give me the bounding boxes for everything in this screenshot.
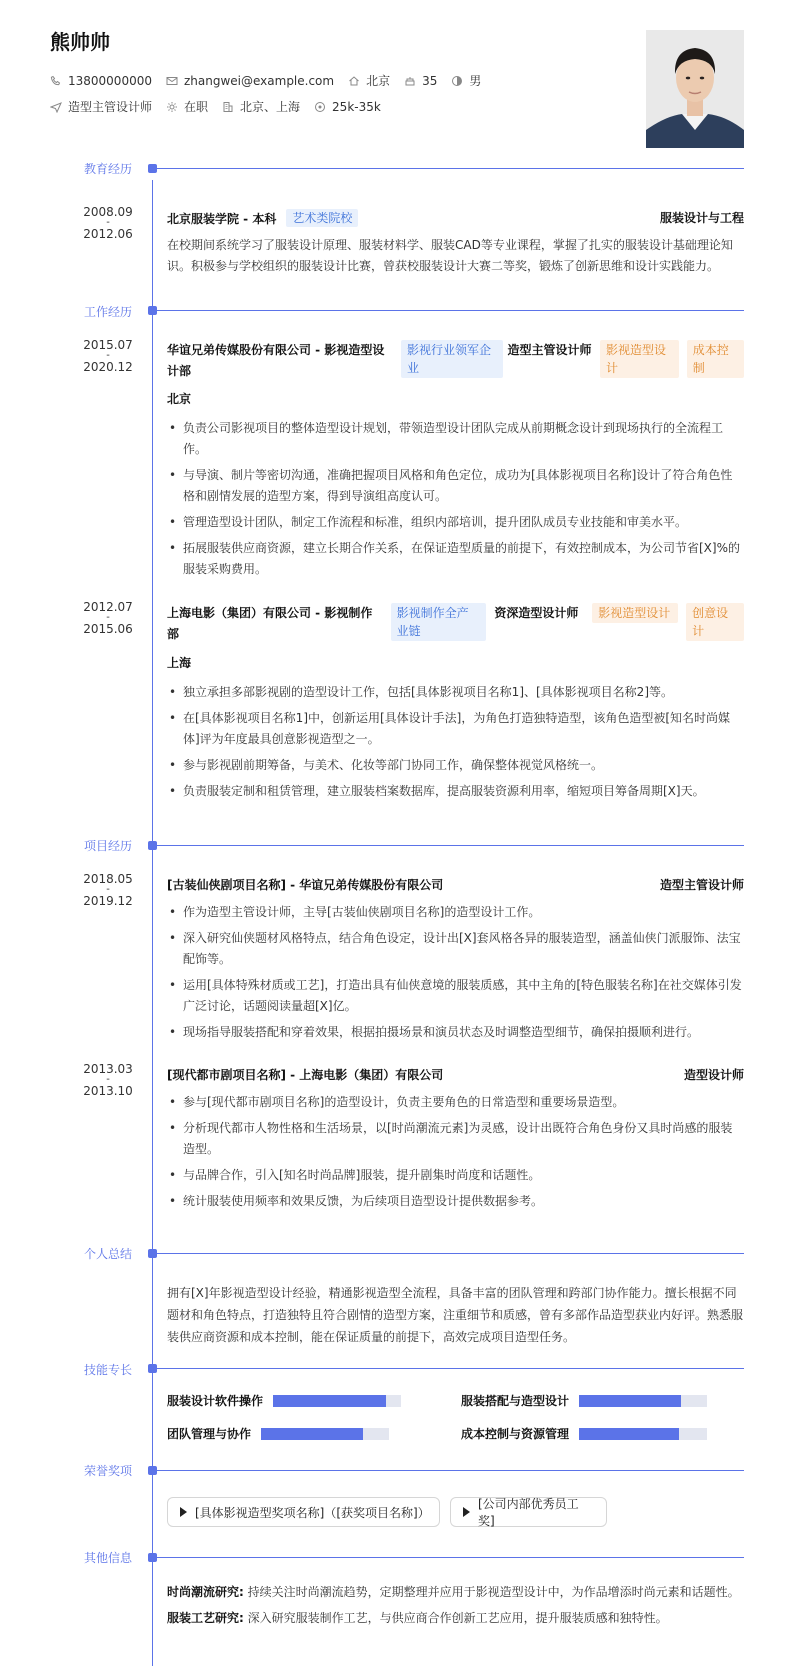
target-city-text: 北京、上海	[240, 100, 301, 114]
section-work-title: 工作经历	[84, 305, 133, 319]
section-dot	[148, 1466, 157, 1475]
other-label: 时尚潮流研究:	[167, 1585, 244, 1599]
gear-icon	[166, 101, 178, 113]
other-label: 服装工艺研究:	[167, 1611, 244, 1625]
skill-bar-fill	[273, 1395, 386, 1407]
job-role: 造型主管设计师	[507, 343, 592, 357]
list-item: • 与品牌合作，引入[知名时尚品牌]服装，提升剧集时尚度和话题性。	[167, 1165, 744, 1186]
list-item: • 参与[现代都市剧项目名称]的造型设计，负责主要角色的日常造型和重要场景造型。	[167, 1092, 744, 1113]
education-desc: 在校期间系统学习了服装设计原理、服装材料学、服装CAD等专业课程，掌握了扎实的服装设计基础理论知识。积极参与学校组织的服装设计比赛，曾获校服装设计大赛二等奖，锻炼了创新思维和设计实践能力。	[167, 238, 733, 273]
skill-item	[461, 1425, 707, 1442]
company-tag: 影视制作全产业链	[391, 603, 487, 641]
skill-bar-fill	[261, 1428, 363, 1440]
send-icon	[50, 101, 62, 113]
job-role: 资深造型设计师	[494, 606, 579, 620]
age-icon	[404, 75, 416, 87]
skill-bar	[261, 1428, 389, 1440]
award-item	[450, 1497, 607, 1527]
other-text: 持续关注时尚潮流趋势，定期整理并应用于影视造型设计中，为作品增添时尚元素和话题性。	[247, 1585, 740, 1599]
project-title: [古装仙侠剧项目名称] - 华谊兄弟传媒股份有限公司	[167, 878, 444, 892]
date-end: 2012.06	[83, 227, 133, 241]
education-date: 2008.09 - 2012.06	[83, 205, 133, 241]
work-city: 上海	[167, 656, 192, 670]
section-divider	[157, 310, 744, 311]
section-divider	[157, 1470, 744, 1471]
list-item: • 负责公司影视项目的整体造型设计规划，带领造型设计团队完成从前期概念设计到现场执行的全流程工作。	[167, 418, 744, 460]
other-text: 深入研究服装制作工艺，与供应商合作创新工艺应用，提升服装质感和独特性。	[247, 1611, 668, 1625]
section-divider	[157, 845, 744, 846]
salary-icon	[314, 101, 326, 113]
list-item: • 与导演、制片等密切沟通，准确把握项目风格和角色定位，成功为[具体影视项目名称]设计了符合角色性格和剧情发展的造型方案，得到导演组高度认可。	[167, 465, 744, 507]
date-start: 2012.07	[83, 600, 133, 614]
section-education-title: 教育经历	[84, 162, 133, 176]
contact-row	[50, 72, 495, 89]
section-other-title: 其他信息	[84, 1551, 133, 1565]
gender-icon	[451, 75, 463, 87]
work-head	[167, 340, 744, 382]
skill-name: 服装设计软件操作	[167, 1394, 264, 1408]
work-bullets	[167, 682, 744, 807]
skill-name: 成本控制与资源管理	[461, 1427, 570, 1441]
section-dot	[148, 841, 157, 850]
work-city: 北京	[167, 392, 192, 406]
project-head	[167, 876, 744, 893]
skill-item	[167, 1392, 401, 1409]
date-start: 2008.09	[83, 205, 133, 219]
company-name: 上海电影（集团）有限公司 - 影视制作部	[167, 606, 373, 641]
skill-name: 团队管理与协作	[167, 1427, 252, 1441]
date-end: 2019.12	[83, 894, 133, 908]
list-item: • 管理造型设计团队，制定工作流程和标准，组织内部培训，提升团队成员专业技能和审美水平。	[167, 512, 744, 533]
date-end: 2015.06	[83, 622, 133, 636]
section-summary-title: 个人总结	[84, 1247, 133, 1261]
age-text: 35	[422, 73, 438, 88]
play-icon	[180, 1507, 187, 1517]
date-end: 2020.12	[83, 360, 133, 374]
section-dot	[148, 1364, 157, 1373]
project-date: 2018.05 - 2019.12	[83, 872, 133, 908]
list-item: • 深入研究仙侠题材风格特点，结合角色设定，设计出[X]套风格各异的服装造型，涵盖仙侠门派服饰、法宝配饰等。	[167, 928, 744, 970]
skill-bar-fill	[579, 1428, 679, 1440]
company-tag: 影视行业领军企业	[401, 340, 503, 378]
list-item: • 分析现代都市人物性格和生活场景，以[时尚潮流元素]为灵感，设计出既符合角色身份又具时尚感的服装造型。	[167, 1118, 744, 1160]
summary-text: 拥有[X]年影视造型设计经验，精通影视造型全流程，具备丰富的团队管理和跨部门协作能力。擅长根据不同题材和角色特点，打造独特且符合剧情的造型方案，注重细节和质感，曾有多部作品造型获业内好评。熟悉服装供应商资源和成本控制，能在保证质量的前提下，高效完成项目造型任务。	[167, 1286, 744, 1344]
section-divider	[157, 168, 744, 169]
skill-name: 服装搭配与造型设计	[461, 1394, 570, 1408]
project-date: 2013.03 - 2013.10	[83, 1062, 133, 1098]
section-skills-title: 技能专长	[84, 1363, 133, 1377]
building-icon	[222, 101, 234, 113]
skill-bar-fill	[579, 1395, 681, 1407]
list-item: • 参与影视剧前期筹备，与美术、化妆等部门协同工作，确保整体视觉风格统一。	[167, 755, 744, 776]
mail-icon	[166, 75, 178, 87]
list-item: • 统计服装使用频率和效果反馈，为后续项目造型设计提供数据参考。	[167, 1191, 744, 1212]
section-dot	[148, 1249, 157, 1258]
award-name: [公司内部优秀员工奖]	[478, 1497, 579, 1528]
city-text: 北京	[366, 74, 391, 88]
work-date: 2015.07 - 2020.12	[83, 338, 133, 374]
date-start: 2015.07	[83, 338, 133, 352]
award-item	[167, 1497, 440, 1527]
project-head	[167, 1066, 744, 1083]
section-project-title: 项目经历	[84, 839, 133, 853]
school-name: 北京服装学院 - 本科	[167, 211, 277, 226]
home-icon	[348, 75, 360, 87]
skill-item	[167, 1425, 389, 1442]
skill-tag: 影视造型设计	[592, 603, 678, 623]
section-divider	[157, 1253, 744, 1254]
company-name: 华谊兄弟传媒股份有限公司 - 影视造型设计部	[167, 343, 385, 378]
major-name: 服装设计与工程	[659, 211, 744, 225]
date-end: 2013.10	[83, 1084, 133, 1098]
project-role: 造型设计师	[683, 1068, 744, 1082]
gender-text: 男	[469, 74, 482, 88]
list-item: • 在[具体影视项目名称1]中，创新运用[具体设计手法]，为角色打造独特造型，该角色造型被[知名时尚媒体]评为年度最具创意影视造型之一。	[167, 708, 744, 750]
status-text: 在职	[184, 100, 209, 114]
section-divider	[157, 1368, 744, 1369]
award-name: [具体影视造型奖项名称]（[获奖项目名称]）	[195, 1505, 430, 1520]
list-item: • 现场指导服装搭配和穿着效果，根据拍摄场景和演员状态及时调整造型细节，确保拍摄顺利进行。	[167, 1022, 744, 1043]
work-date: 2012.07 - 2015.06	[83, 600, 133, 636]
phone-text: 13800000000	[68, 73, 152, 88]
section-dot	[148, 1553, 157, 1562]
skill-tag: 创意设计	[686, 603, 744, 641]
section-honors-title: 荣誉奖项	[84, 1464, 133, 1478]
list-item: • 负责服装定制和租赁管理，建立服装档案数据库，提高服装资源利用率，缩短项目筹备周期[X]天。	[167, 781, 744, 802]
other-item	[167, 1582, 744, 1603]
skill-tag: 影视造型设计	[600, 340, 679, 378]
skill-bar	[579, 1428, 707, 1440]
education-head	[167, 209, 744, 227]
section-dot	[148, 164, 157, 173]
salary-text: 25k-35k	[332, 99, 381, 114]
skill-item	[461, 1392, 707, 1409]
list-item: • 独立承担多部影视剧的造型设计工作，包括[具体影视项目名称1]、[具体影视项目名称2]等。	[167, 682, 744, 703]
email-text: zhangwei@example.com	[183, 73, 335, 88]
candidate-name: 熊帅帅	[50, 30, 110, 54]
section-dot	[148, 306, 157, 315]
section-divider	[157, 1557, 744, 1558]
other-item	[167, 1608, 744, 1629]
list-item: • 运用[具体特殊材质或工艺]，打造出具有仙侠意境的服装质感，其中主角的[特色服装名称]在社交媒体引发广泛讨论，话题阅读量超[X]亿。	[167, 975, 744, 1017]
skill-tag: 成本控制	[687, 340, 744, 378]
project-title: [现代都市剧项目名称] - 上海电影（集团）有限公司	[167, 1068, 444, 1082]
skill-bar	[273, 1395, 401, 1407]
position-text: 造型主管设计师	[68, 100, 153, 114]
work-bullets	[167, 418, 744, 585]
date-start: 2018.05	[83, 872, 133, 886]
school-tag: 艺术类院校	[286, 209, 358, 227]
work-head	[167, 603, 744, 645]
play-icon	[463, 1507, 470, 1517]
skill-bar	[579, 1395, 707, 1407]
date-start: 2013.03	[83, 1062, 133, 1076]
phone-icon	[50, 75, 62, 87]
project-bullets	[167, 1092, 744, 1217]
list-item: • 作为造型主管设计师，主导[古装仙侠剧项目名称]的造型设计工作。	[167, 902, 744, 923]
job-intent-row	[50, 98, 395, 115]
list-item: • 拓展服装供应商资源，建立长期合作关系，在保证造型质量的前提下，有效控制成本，为公司节省[X]%的服装采购费用。	[167, 538, 744, 580]
timeline-line	[152, 180, 153, 1666]
project-role: 造型主管设计师	[659, 878, 744, 892]
profile-photo	[646, 30, 744, 148]
project-bullets	[167, 902, 744, 1048]
